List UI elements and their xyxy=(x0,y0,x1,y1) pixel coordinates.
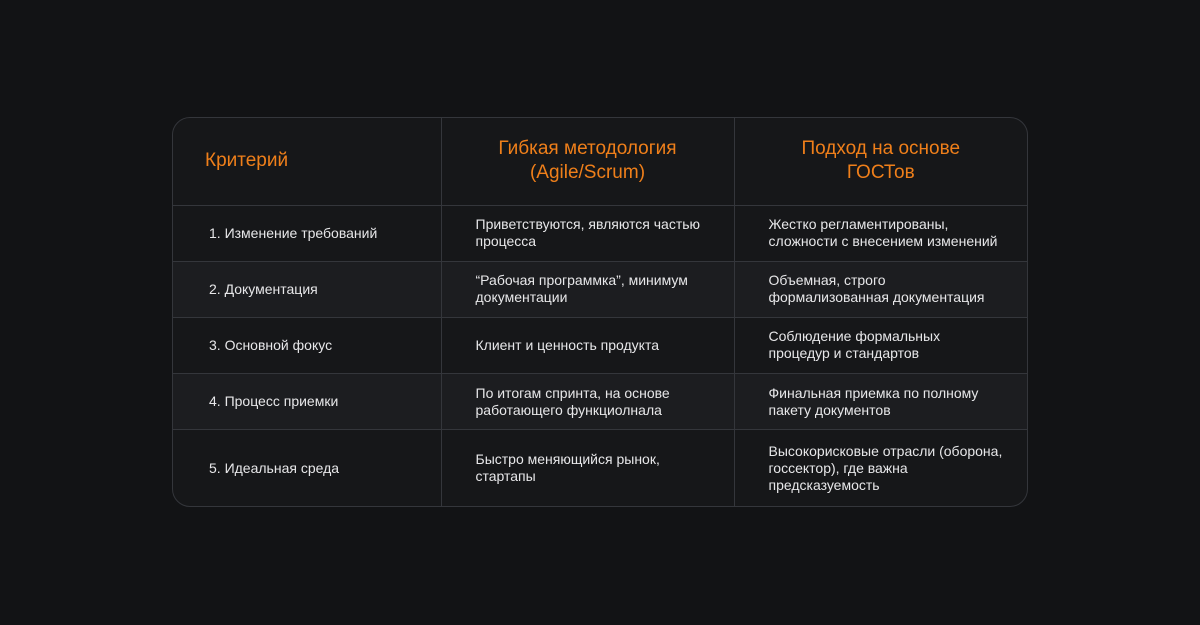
criterion-cell: 2. Документация xyxy=(173,261,441,317)
table-row xyxy=(173,317,1027,373)
criterion-cell: 5. Идеальная среда xyxy=(173,430,441,506)
gost-cell: Объемная, строго формализованная документация xyxy=(734,261,1027,317)
gost-cell: Соблюдение формальных процедур и стандартов xyxy=(734,317,1027,373)
agile-cell: По итогам спринта, на основе работающего функциолнала xyxy=(441,374,734,430)
criterion-cell: 3. Основной фокус xyxy=(173,317,441,373)
header-criterion: Критерий xyxy=(173,118,441,205)
criterion-cell: 1. Изменение требований xyxy=(173,205,441,261)
agile-cell: Приветствуются, являются частью процесса xyxy=(441,205,734,261)
gost-cell: Высокорисковые отрасли (оборона, госсектор), где важна предсказуемость xyxy=(768,442,1003,493)
agile-cell: Клиент и ценность продукта xyxy=(441,317,734,373)
agile-cell: “Рабочая программка”, минимум документации xyxy=(441,261,734,317)
gost-cell: Жестко регламентированы, сложности с внесением изменений xyxy=(734,205,1027,261)
table-row xyxy=(173,374,1027,430)
table-row xyxy=(173,430,1027,506)
agile-cell: Быстро меняющийся рынок, стартапы xyxy=(441,430,734,506)
table-header-row xyxy=(173,118,1027,205)
comparison-table xyxy=(173,118,1027,506)
header-agile: Гибкая методология (Agile/Scrum) xyxy=(441,118,734,205)
table-row xyxy=(173,261,1027,317)
comparison-table-card xyxy=(172,117,1028,507)
header-gost: Подход на основе ГОСТов xyxy=(734,118,1027,205)
table-row xyxy=(173,205,1027,261)
gost-cell: Финальная приемка по полному пакету документов xyxy=(734,374,1027,430)
criterion-cell: 4. Процесс приемки xyxy=(173,374,441,430)
